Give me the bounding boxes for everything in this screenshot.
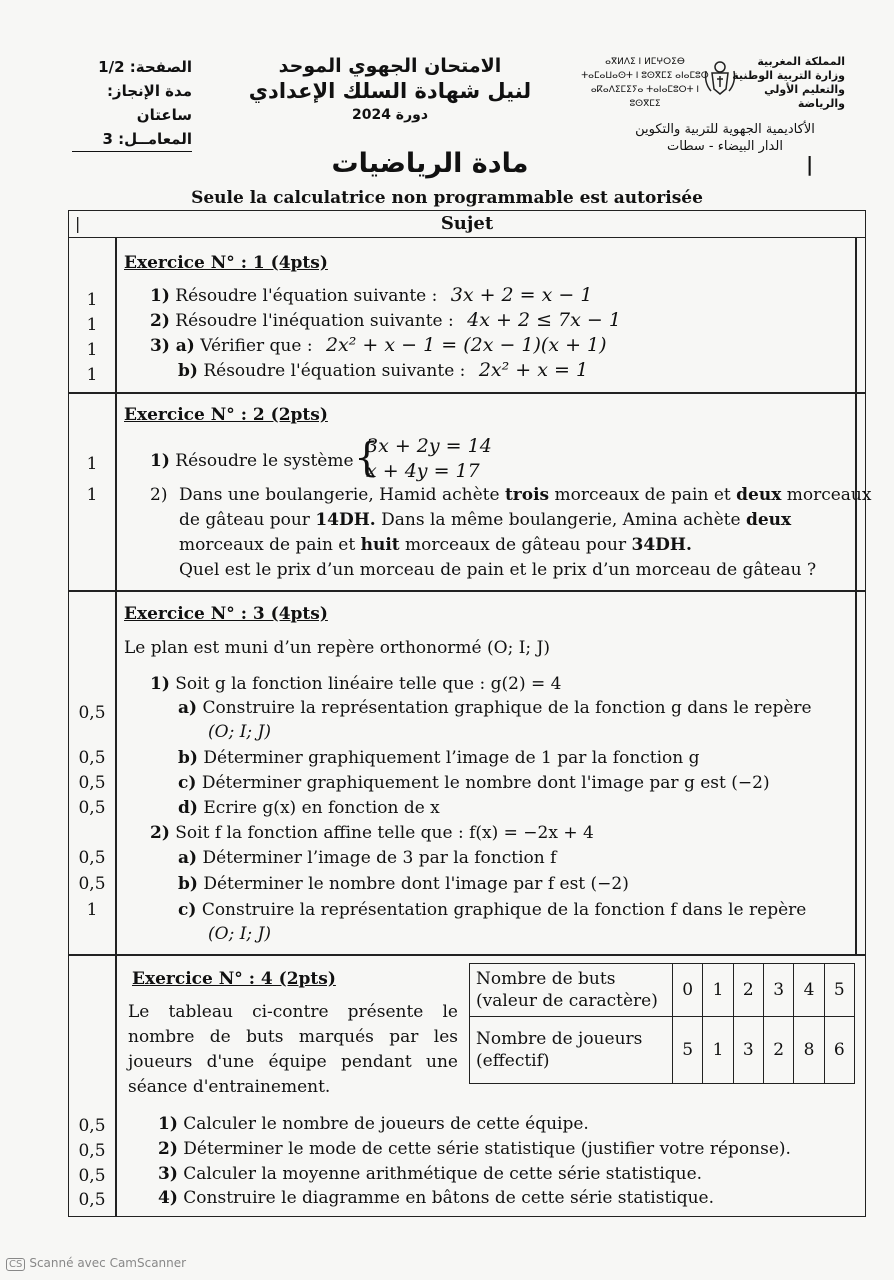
table-cell: 2 [763,1017,793,1084]
ex3-q1a-frame: (O; I; J) [208,722,271,742]
exam-title-line2: لنيل شهادة السلك الإعدادي [248,79,532,103]
ex1-points-2: 1 [86,315,98,335]
ex3-q2b: b) Déterminer le nombre dont l'image par f est (−2) [178,874,629,894]
ex3-q1c: c) Déterminer graphiquement le nombre dont l'image par g est (−2) [178,773,770,793]
exam-session: دورة 2024 [351,107,429,123]
table-cell: 5 [673,1017,703,1084]
subject-title: مادة الرياضيات [331,148,529,179]
ex1-q1: 1) Résoudre l'équation suivante : 3x + 2 = x − 1 [150,284,593,306]
table-row-joueurs [470,1017,855,1084]
ex4-q4: 4) Construire le diagramme en bâtons de cette série statistique. [158,1188,715,1208]
ex4-points-1: 0,5 [78,1116,106,1136]
table-cell: 5 [824,964,854,1017]
table-cell: 3 [733,1017,763,1084]
table-cell: 4 [794,964,824,1017]
ex3-q1b: b) Déterminer graphiquement l’image de 1 par la fonction g [178,748,700,768]
ex1-points-4: 1 [86,365,98,385]
corner-tick: | [75,214,81,233]
ex1-title: Exercice N° : 1 (4pts) [124,253,328,273]
points-column-divider-ex4 [115,955,117,1217]
ex3-points-1: 0,5 [78,703,106,723]
row-label-buts: Nombre de buts (valeur de caractère) [470,964,673,1017]
ex3-intro: Le plan est muni d’un repère orthonormé (O; I; J) [124,638,551,658]
ex3-points-6: 0,5 [78,874,106,894]
ex4-intro: Le tableau ci-contre présente le nombre de buts marqués par les joueurs d'une équipe pendant une séance d'entrainement. [128,1002,458,1097]
page-number: الصفحة: 1/2 [98,58,192,76]
divider-ex2-ex3 [68,590,866,592]
exam-title [220,55,560,123]
table-cell: 0 [673,964,703,1017]
system-brace: { [354,435,380,481]
ex1-q2: 2) Résoudre l'inéquation suivante : 4x + 2 ≤ 7x − 1 [150,309,621,331]
ex2-title: Exercice N° : 2 (2pts) [124,405,328,425]
ex3-q1d: d) Ecrire g(x) en fonction de x [178,798,440,818]
ex2-points-1: 1 [86,454,98,474]
table-cell: 8 [794,1017,824,1084]
calculator-notice: Seule la calculatrice non programmable est autorisée [191,188,703,208]
ex3-points-5: 0,5 [78,848,106,868]
ex3-q1a: a) Construire la représentation graphique de la fonction g dans le repère [178,698,812,718]
table-cell: 6 [824,1017,854,1084]
scanner-watermark: CS Scanné avec CamScanner [6,1256,186,1271]
ex1-q3b: b) Résoudre l'équation suivante : 2x² + x = 1 [178,359,589,381]
ex1-points-1: 1 [86,290,98,310]
divider-ex3-ex4 [68,954,866,956]
exam-info [72,55,192,152]
coefficient: المعامــل: 3 [72,127,192,152]
tifinagh-text: ⴰⴳⵍⴷⵉ ⵏ ⵍⵎⵖⵔⵉⴱ ⵜⴰⵎⴰⵡⴰⵙⵜ ⵏ ⵓⵙⴳⵎⵉ ⴰⵏⴰⵎⵓⵔ ⴰⴽⴰⴷⵉⵎⵉⵢⴰ ⵜⴰⵏⴰⵎⵓⵔⵜ ⵏ ⵓⵙⴳⵎⵉ [581,57,709,109]
sujet-header: Sujet [68,210,866,238]
content-right-border [855,238,857,954]
ex1-q3a: 3) a) Vérifier que : 2x² + x − 1 = (2x − 1)(x + 1) [150,334,607,356]
ex4-title: Exercice N° : 4 (2pts) [132,969,336,989]
ex3-q2: 2) Soit f la fonction affine telle que : f(x) = −2x + 4 [150,823,594,843]
table-cell: 1 [703,1017,733,1084]
ex4-q2: 2) Déterminer le mode de cette série statistique (justifier votre réponse). [158,1139,791,1159]
divider-ex1-ex2 [68,392,866,394]
ex3-q2a: a) Déterminer l’image de 3 par la fonction f [178,848,557,868]
ex3-points-4: 0,5 [78,798,106,818]
ex3-points-7: 1 [86,900,98,920]
table-cell: 3 [763,964,793,1017]
ex3-points-3: 0,5 [78,773,106,793]
ex3-q1: 1) Soit g la fonction linéaire telle que : g(2) = 4 [150,674,562,694]
table-cell: 2 [733,964,763,1017]
exam-title-line1: الامتحان الجهوي الموحد [278,55,502,77]
camscanner-icon: CS [6,1258,25,1271]
statistics-table [469,963,855,1084]
system-equations: 3x + 2y = 14 x + 4y = 17 [366,435,492,482]
ex4-points-3: 0,5 [78,1166,106,1186]
ex4-q3: 3) Calculer la moyenne arithmétique de cette série statistique. [158,1164,703,1184]
stray-mark: | [806,152,814,176]
ex4-points-4: 0,5 [78,1190,106,1210]
duration: مدة الإنجاز: ساعتان [106,82,192,124]
ex2-q1: 1) Résoudre le système [150,451,354,471]
ex4-points-2: 0,5 [78,1141,106,1161]
ministry-name: المملكة المغربية وزارة التربية الوطنية والتعليم الأولي والرياضة [732,55,845,110]
table-row-buts [470,964,855,1017]
ex2-points-2: 1 [86,485,98,505]
ex3-q2c-frame: (O; I; J) [208,924,271,944]
ex1-points-3: 1 [86,340,98,360]
academy-name: الأكاديمية الجهوية للتربية والتكوين الدار البيضاء - سطات [635,122,815,154]
table-cell: 1 [703,964,733,1017]
ex3-q2c: c) Construire la représentation graphique de la fonction f dans le repère [178,900,807,920]
ex3-points-2: 0,5 [78,748,106,768]
points-column-divider [115,238,117,954]
ex2-q2-text: Dans une boulangerie, Hamid achète trois morceaux de pain et deux morceaux de gâteau pour 14DH. Dans la même boulangerie, Amina achète deux morceaux de pain et huit morceaux de gâteau pour 34DH. Quel est le prix d’un morceau de pain et le prix d’un morceau de gâteau ? [179,485,872,580]
ex3-title: Exercice N° : 3 (4pts) [124,604,328,624]
ex4-q1: 1) Calculer le nombre de joueurs de cette équipe. [158,1114,589,1134]
row-label-joueurs: Nombre de joueurs (effectif) [470,1017,673,1084]
ex2-q2-num: 2) [150,485,168,505]
